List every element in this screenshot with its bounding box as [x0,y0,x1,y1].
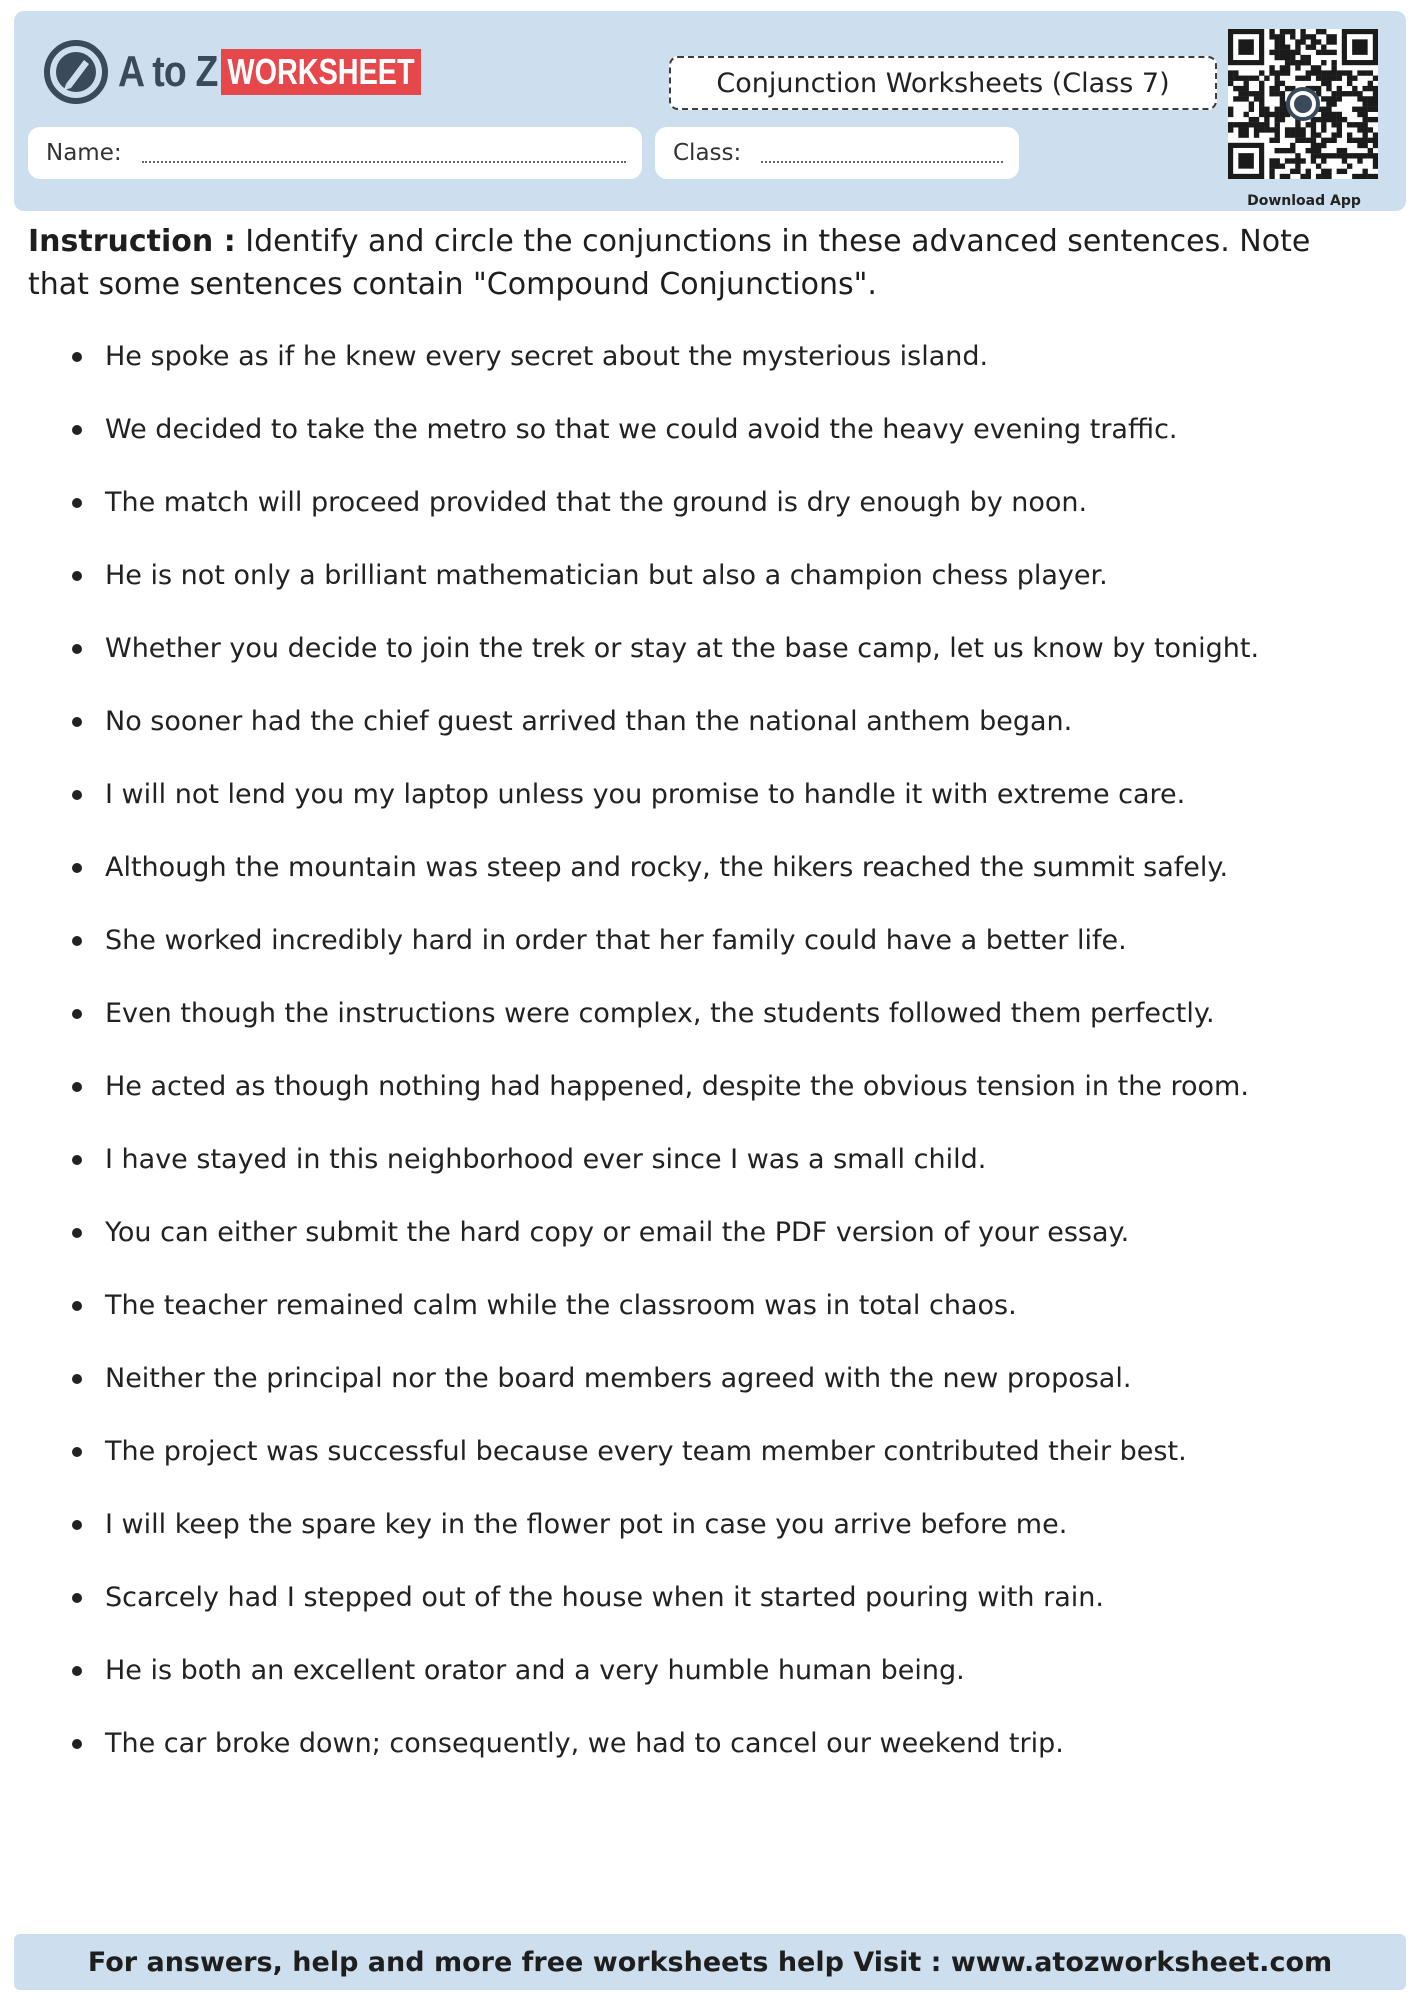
logo-text: A to Z [118,47,218,96]
download-app-caption[interactable]: Download App [1247,193,1361,209]
name-field[interactable] [28,127,642,179]
sentence-list [60,320,1300,1780]
instruction [28,220,1368,306]
sentence-item: He spoke as if he knew every secret about the mysterious island. [60,320,1300,393]
sentence-item: Scarcely had I stepped out of the house when it started pouring with rain. [60,1561,1300,1634]
sentence-item: The car broke down; consequently, we had to cancel our weekend trip. [60,1707,1300,1780]
sentence-item: The teacher remained calm while the classroom was in total chaos. [60,1269,1300,1342]
sentence-item: No sooner had the chief guest arrived than the national anthem began. [60,685,1300,758]
footer-text[interactable]: For answers, help and more free worksheets help Visit : www.atozworksheet.com [87,1946,1333,1978]
footer-banner[interactable] [14,1934,1406,1990]
sentence-item: You can either submit the hard copy or email the PDF version of your essay. [60,1196,1300,1269]
sentence-item: He acted as though nothing had happened, despite the obvious tension in the room. [60,1050,1300,1123]
class-label: Class: [673,140,742,166]
sentence-item: He is both an excellent orator and a very humble human being. [60,1634,1300,1707]
class-write-line[interactable] [761,143,1003,163]
sentence-item: Whether you decide to join the trek or stay at the base camp, let us know by tonight. [60,612,1300,685]
sentence-item: We decided to take the metro so that we could avoid the heavy evening traffic. [60,393,1300,466]
sentence-item: The project was successful because every team member contributed their best. [60,1415,1300,1488]
sentence-item: I will not lend you my laptop unless you promise to handle it with extreme care. [60,758,1300,831]
name-write-line[interactable] [142,143,626,163]
sentence-item: Even though the instructions were complex, the students followed them perfectly. [60,977,1300,1050]
qr-code-icon[interactable] [1228,29,1378,179]
class-field[interactable] [655,127,1019,179]
worksheet-title [669,56,1217,110]
sentence-item: He is not only a brilliant mathematician but also a champion chess player. [60,539,1300,612]
sentence-item: The match will proceed provided that the ground is dry enough by noon. [60,466,1300,539]
sentence-item: I will keep the spare key in the flower pot in case you arrive before me. [60,1488,1300,1561]
instruction-label: Instruction : [28,224,236,259]
logo [44,37,471,107]
name-label: Name: [46,140,122,166]
sentence-item: Although the mountain was steep and rocky, the hikers reached the summit safely. [60,831,1300,904]
sentence-item: Neither the principal nor the board members agreed with the new proposal. [60,1342,1300,1415]
sentence-item: I have stayed in this neighborhood ever since I was a small child. [60,1123,1300,1196]
pen-logo-icon [44,40,108,104]
sentence-item: She worked incredibly hard in order that her family could have a better life. [60,904,1300,977]
instruction-text: Identify and circle the conjunctions in these advanced sentences. Note that some sentences contain "Compound Conjunctions". [28,224,1311,302]
worksheet-title-text: Conjunction Worksheets (Class 7) [716,67,1170,99]
worksheet-header [14,11,1406,211]
logo-badge: WORKSHEET [221,49,421,95]
